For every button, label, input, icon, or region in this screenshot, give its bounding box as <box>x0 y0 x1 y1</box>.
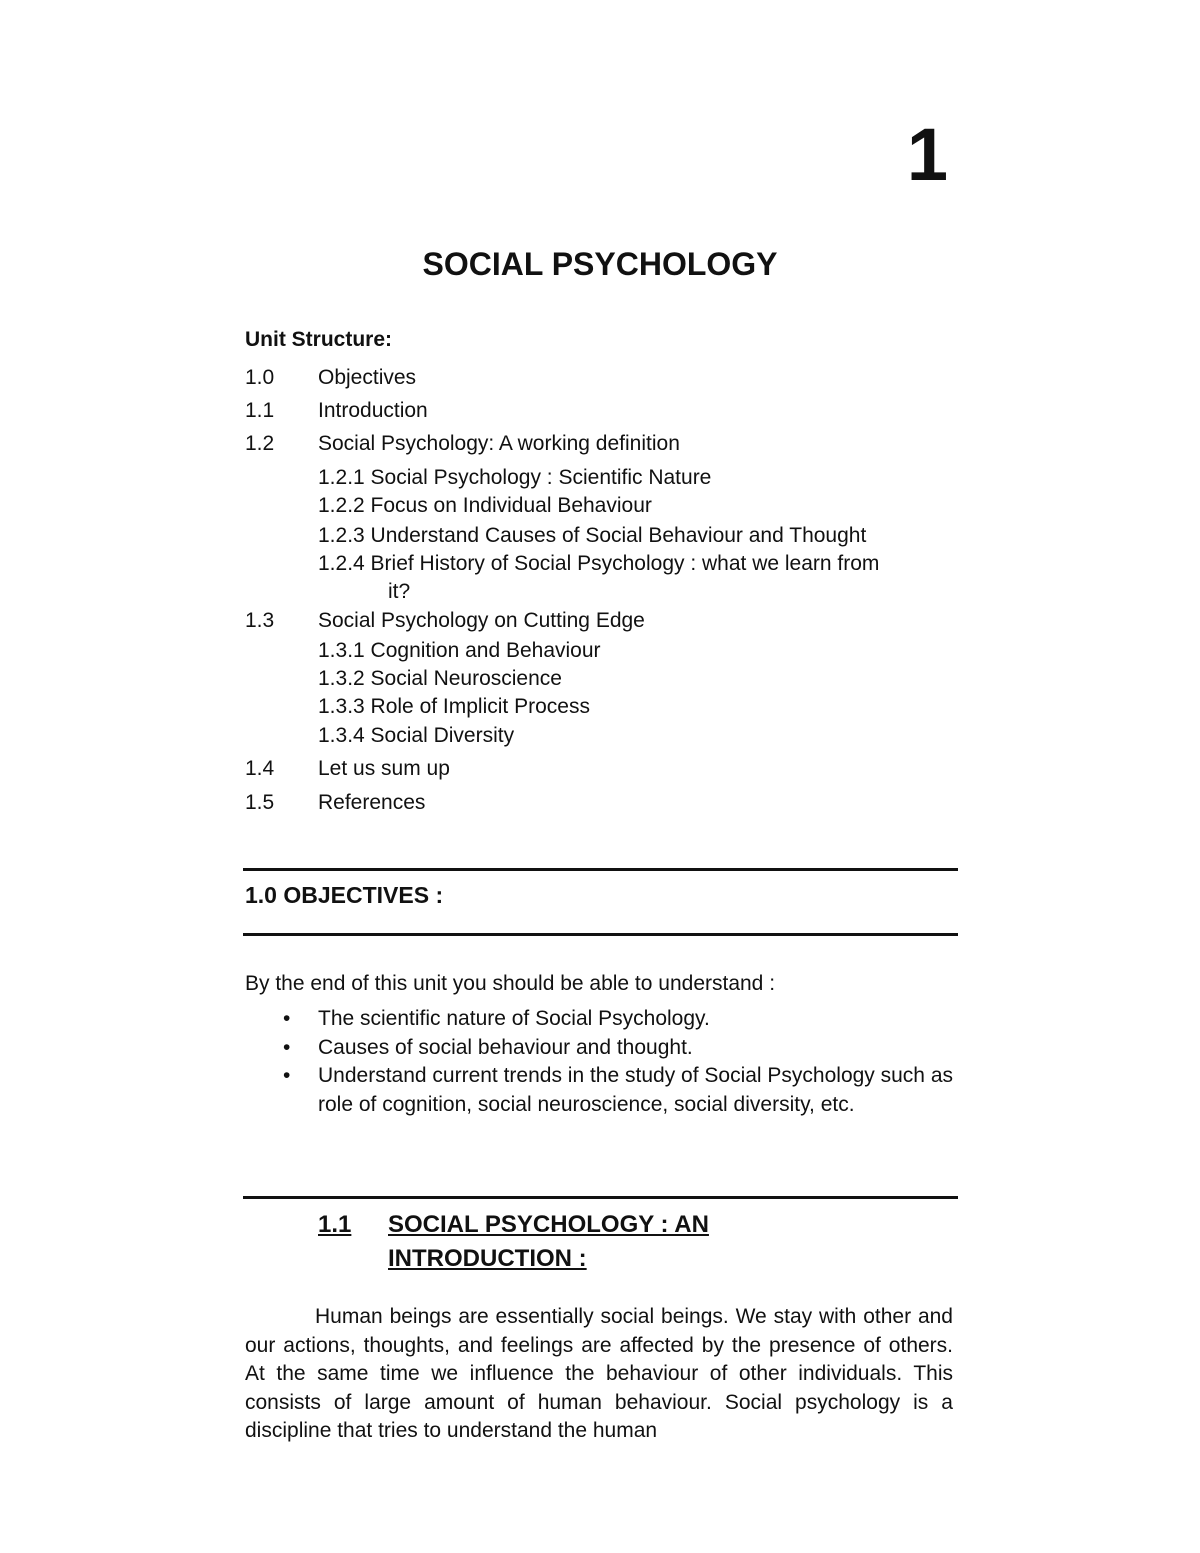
toc-subitem-1-2-4: 1.2.4 Brief History of Social Psychology : what we learn from <box>318 552 880 575</box>
unit-structure-heading: Unit Structure: <box>245 328 392 351</box>
objectives-intro: By the end of this unit you should be able to understand : <box>245 972 776 995</box>
toc-label: Objectives <box>318 366 417 389</box>
section-rule-bottom <box>243 933 958 936</box>
list-item <box>245 1005 957 1034</box>
bullet-icon: • <box>283 1007 291 1030</box>
introduction-paragraph: Human beings are essentially social beings. We stay with other and our actions, thoughts, and feelings are affected by the presence of others. At the same time we influence the behaviour of other individuals. This consists of large amount of human behaviour. Social psychology is a discipline that tries to understand the human <box>245 1305 953 1442</box>
bullet-icon: • <box>283 1035 291 1059</box>
objectives-list <box>245 1005 957 1119</box>
toc-item-1-1 <box>245 397 428 425</box>
toc-item-1-3 <box>245 607 645 635</box>
toc-subitem-1-3-3: 1.3.3 Role of Implicit Process <box>318 695 590 718</box>
toc-number: 1.4 <box>245 757 275 780</box>
chapter-number: 1 <box>906 113 948 196</box>
toc-label: Introduction <box>318 399 428 422</box>
toc-item-1-5 <box>245 789 425 817</box>
section-title: SOCIAL PSYCHOLOGY : AN INTRODUCTION : <box>388 1211 709 1272</box>
list-item-text: The scientific nature of Social Psychology. <box>318 1007 710 1030</box>
toc-number: 1.0 <box>245 366 275 389</box>
toc-subitem-1-2-3: 1.2.3 Understand Causes of Social Behaviour and Thought <box>318 524 867 547</box>
list-item <box>245 1062 957 1119</box>
toc-subitem-1-3-4: 1.3.4 Social Diversity <box>318 724 515 747</box>
toc-label: Let us sum up <box>318 757 450 780</box>
toc-number: 1.2 <box>245 432 275 455</box>
list-item-text: Understand current trends in the study of Social Psychology such as role of cognition, social neuroscience, social diversity, etc. <box>318 1064 954 1116</box>
toc-number: 1.5 <box>245 791 275 814</box>
toc-label: Social Psychology: A working definition <box>318 432 680 455</box>
toc-item-1-2 <box>245 430 680 458</box>
toc-label: References <box>318 791 426 814</box>
toc-item-1-0 <box>245 364 416 392</box>
toc-subitem-continuation: it? <box>388 580 411 603</box>
toc-number: 1.1 <box>245 399 275 422</box>
section-rule-top <box>243 1196 958 1199</box>
list-item-text: Causes of social behaviour and thought. <box>318 1035 693 1059</box>
page-title: SOCIAL PSYCHOLOGY <box>422 246 778 282</box>
toc-subitem-1-3-2: 1.3.2 Social Neuroscience <box>318 667 562 690</box>
section-number: 1.1 <box>318 1211 352 1238</box>
toc-subitem-1-2-2: 1.2.2 Focus on Individual Behaviour <box>318 494 652 517</box>
section-rule-top <box>243 868 958 871</box>
toc-subitem-1-3-1: 1.3.1 Cognition and Behaviour <box>318 639 601 662</box>
list-item <box>245 1034 957 1063</box>
objectives-heading: 1.0 OBJECTIVES : <box>245 882 444 908</box>
toc-number: 1.3 <box>245 609 275 632</box>
toc-subitem-1-2-1: 1.2.1 Social Psychology : Scientific Nature <box>318 466 712 489</box>
bullet-icon: • <box>283 1064 291 1087</box>
toc-item-1-4 <box>245 755 450 783</box>
toc-label: Social Psychology on Cutting Edge <box>318 609 645 632</box>
